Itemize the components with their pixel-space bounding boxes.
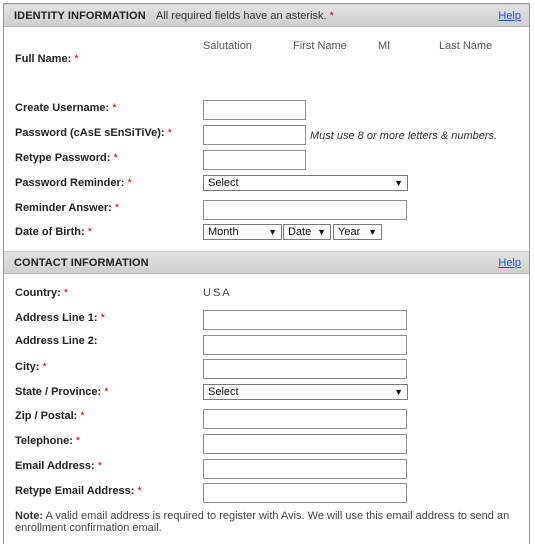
- dob-month-select[interactable]: [203, 224, 282, 240]
- contact-section-header: [4, 251, 529, 274]
- password-reminder-label: Password Reminder: *: [15, 177, 132, 189]
- retype-email-label: Retype Email Address: *: [15, 485, 142, 497]
- password-hint: Must use 8 or more letters & numbers.: [310, 130, 498, 142]
- full-name-label: Full Name: *: [15, 53, 79, 65]
- state-province-label: State / Province: *: [15, 386, 109, 398]
- salutation-column-label: Salutation: [203, 40, 252, 52]
- email-address-input[interactable]: [203, 459, 407, 479]
- contact-section-title: CONTACT INFORMATION: [14, 257, 149, 269]
- address-line-1-label: Address Line 1: *: [15, 312, 105, 324]
- address-line-2-input[interactable]: [203, 335, 407, 355]
- first-name-column-label: First Name: [293, 40, 347, 52]
- password-label: Password (cAsE sEnSiTiVe): *: [15, 127, 172, 139]
- telephone-label: Telephone: *: [15, 435, 81, 447]
- mi-column-label: MI: [378, 40, 391, 52]
- date-of-birth-label: Date of Birth: *: [15, 226, 93, 238]
- address-line-2-label: Address Line 2:: [15, 335, 98, 347]
- last-name-column-label: Last Name: [439, 40, 493, 52]
- create-username-label: Create Username: *: [15, 102, 117, 114]
- dob-year-select[interactable]: [333, 224, 382, 240]
- identity-section-title: IDENTITY INFORMATION: [14, 10, 146, 22]
- zip-postal-label: Zip / Postal: *: [15, 410, 85, 422]
- chevron-down-icon: ▼: [268, 227, 277, 237]
- zip-postal-input[interactable]: [203, 409, 407, 429]
- chevron-down-icon: ▼: [317, 227, 326, 237]
- identity-help-link[interactable]: Help: [498, 10, 521, 22]
- chevron-down-icon: ▼: [394, 178, 403, 188]
- dob-date-value: Date: [288, 226, 312, 238]
- country-label: Country: *: [15, 287, 69, 299]
- chevron-down-icon: ▼: [368, 227, 377, 237]
- city-input[interactable]: [203, 359, 407, 379]
- email-address-label: Email Address: *: [15, 460, 103, 472]
- username-input[interactable]: [203, 100, 306, 120]
- address-line-1-input[interactable]: [203, 310, 407, 330]
- retype-password-input[interactable]: [203, 150, 306, 170]
- reminder-answer-label: Reminder Answer: *: [15, 202, 120, 214]
- contact-help-link[interactable]: Help: [498, 257, 521, 269]
- retype-email-input[interactable]: [203, 483, 407, 503]
- country-value: USA: [203, 287, 232, 299]
- password-reminder-value: Select: [208, 177, 239, 189]
- identity-section-header: [4, 4, 529, 27]
- dob-year-value: Year: [338, 226, 361, 238]
- retype-password-label: Retype Password: *: [15, 152, 118, 164]
- dob-month-value: Month: [208, 226, 239, 238]
- city-label: City: *: [15, 361, 47, 373]
- password-reminder-select[interactable]: [203, 175, 408, 191]
- dob-date-select[interactable]: [283, 224, 331, 240]
- telephone-input[interactable]: [203, 434, 407, 454]
- password-input[interactable]: [203, 125, 306, 145]
- email-note: Note: A valid email address is required to register with Avis. We will use this email address to send an enrollment confirmation email.: [15, 510, 510, 534]
- required-fields-note: All required fields have an asterisk. *: [156, 10, 334, 22]
- reminder-answer-input[interactable]: [203, 200, 407, 220]
- state-province-select[interactable]: [203, 384, 408, 400]
- state-province-value: Select: [208, 386, 239, 398]
- chevron-down-icon: ▼: [394, 387, 403, 397]
